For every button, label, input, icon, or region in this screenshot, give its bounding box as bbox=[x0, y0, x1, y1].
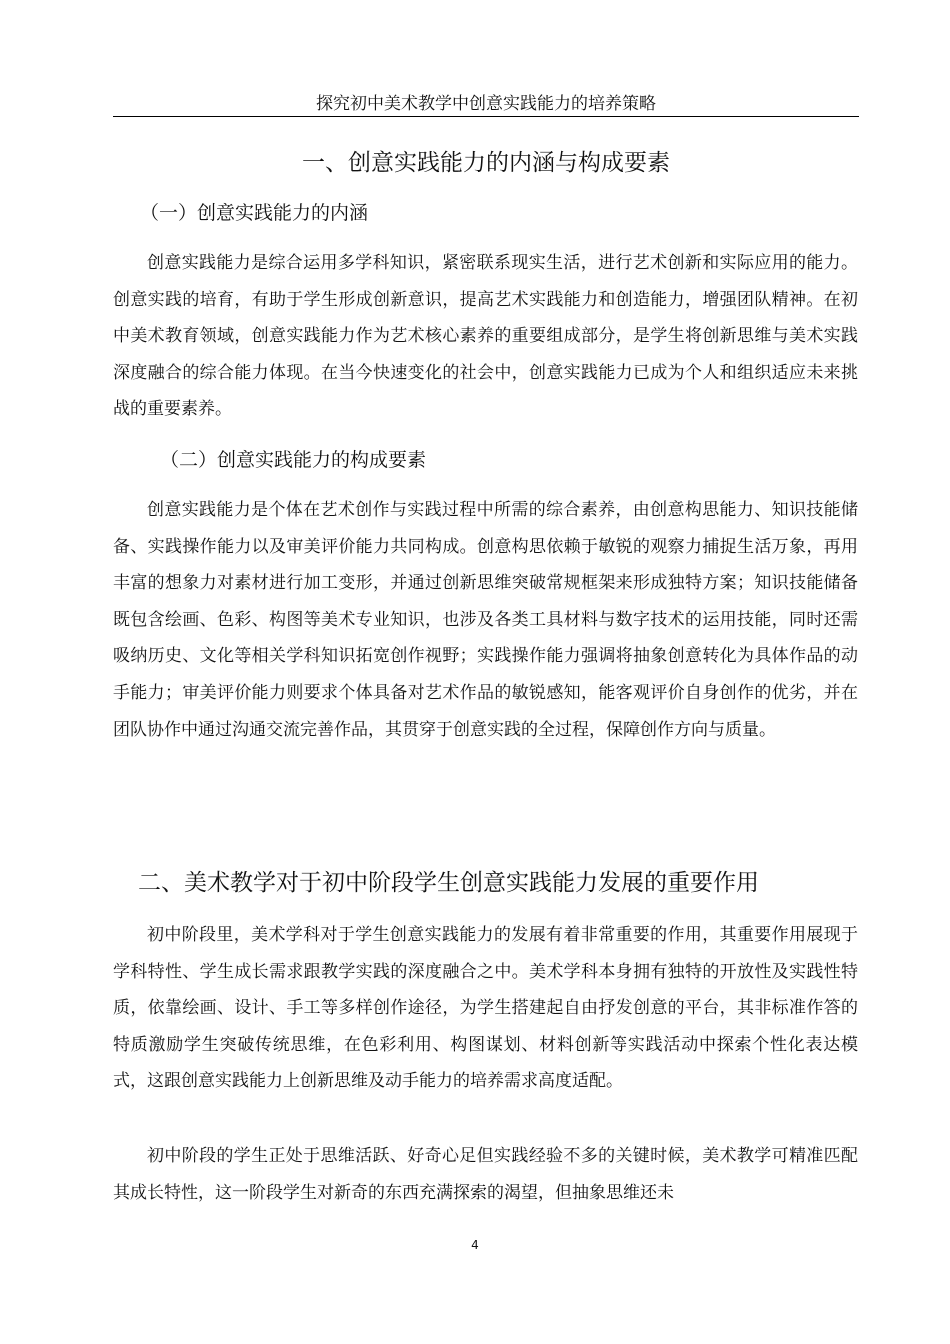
page-number: 4 bbox=[471, 1238, 479, 1252]
section-2-heading: 二、美术教学对于初中阶段学生创意实践能力发展的重要作用 bbox=[138, 870, 759, 896]
subsection-1-1-heading: （一）创意实践能力的内涵 bbox=[140, 202, 369, 224]
section-1-heading: 一、创意实践能力的内涵与构成要素 bbox=[302, 150, 670, 176]
section-2-paragraph-1: 初中阶段里，美术学科对于学生创意实践能力的发展有着非常重要的作用，其重要作用展现于学科特性、学生成长需求跟教学实践的深度融合之中。美术学科本身拥有独特的开放性及实践性特质，依靠绘画、设计、手工等多样创作途径，为学生搭建起自由抒发创意的平台，其非标准作答的特质激励学生突破传统思维，在色彩利用、构图谋划、材料创新等实践活动中探索个性化表达模式，这跟创意实践能力上创新思维及动手能力的培养需求高度适配。 bbox=[113, 925, 858, 1092]
running-header: 探究初中美术教学中创意实践能力的培养策略 bbox=[316, 94, 656, 114]
subsection-1-2-heading: （二）创意实践能力的构成要素 bbox=[160, 449, 427, 471]
subsection-1-2-paragraph: 创意实践能力是个体在艺术创作与实践过程中所需的综合素养，由创意构思能力、知识技能储备、实践操作能力以及审美评价能力共同构成。创意构思依赖于敏锐的观察力捕捉生活万象，再用丰富的想象力对素材进行加工变形，并通过创新思维突破常规框架来形成独特方案；知识技能储备既包含绘画、色彩、构图等美术专业知识，也涉及各类工具材料与数字技术的运用技能，同时还需吸纳历史、文化等相关学科知识拓宽创作视野；实践操作能力强调将抽象创意转化为具体作品的动手能力；审美评价能力则要求个体具备对艺术作品的敏锐感知，能客观评价自身创作的优劣，并在团队协作中通过沟通交流完善作品，其贯穿于创意实践的全过程，保障创作方向与质量。 bbox=[113, 500, 858, 740]
section-2-paragraph-2: 初中阶段的学生正处于思维活跃、好奇心足但实践经验不多的关键时候，美术教学可精准匹配其成长特性，这一阶段学生对新奇的东西充满探索的渴望，但抽象思维还未 bbox=[113, 1146, 858, 1203]
header-rule bbox=[113, 116, 859, 117]
subsection-1-1-paragraph: 创意实践能力是综合运用多学科知识，紧密联系现实生活，进行艺术创新和实际应用的能力。创意实践的培育，有助于学生形成创新意识，提高艺术实践能力和创造能力，增强团队精神。在初中美术教育领域，创意实践能力作为艺术核心素养的重要组成部分，是学生将创新思维与美术实践深度融合的综合能力体现。在当今快速变化的社会中，创意实践能力已成为个人和组织适应未来挑战的重要素养。 bbox=[113, 253, 858, 420]
